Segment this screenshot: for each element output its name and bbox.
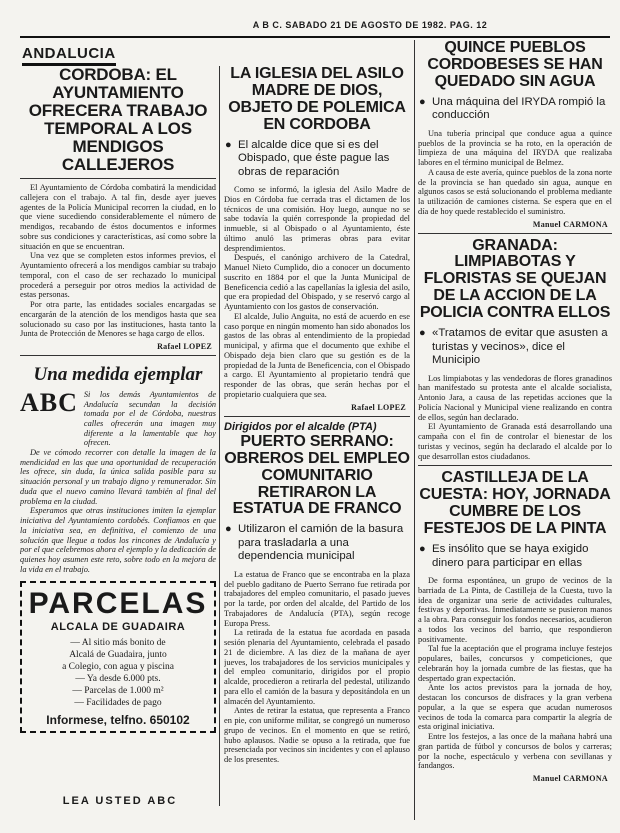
ad-phone: Informese, telfno. 650102 (46, 713, 190, 728)
paragraph: El Ayuntamiento de Córdoba combatirá la mendicidad callejera con el trabajo. A tal fin, desde ayer jueves agentes de la Policía Municipal recorren la ciudad, en lo que viene sucediendo considerablemente el número de mendigos, recabando de éstos documentos e informes sobre sus condiciones y características, así como sobre la situación en que se encuentran. (20, 183, 216, 251)
ad-line: a Colegio, con agua y piscina (62, 661, 174, 672)
headline-asilo: LA IGLESIA DEL ASILO MADRE DE DIOS, OBJETO DE POLEMICA EN CORDOBA (228, 66, 406, 133)
subhead-puerto-serrano: ● Utilizaron el camión de la basura para trasladarla a una dependencia municipal (238, 523, 410, 563)
divider (418, 465, 612, 466)
paragraph: Entre los festejos, a las once de la mañana habrá una gran partida de fútbol y concursos de bolos y carreras; por la noche, espectáculo y verbena con sevillanas y fandangos. (418, 732, 612, 771)
column-left (20, 66, 216, 781)
headline-mendigos: CORDOBA: EL AYUNTAMIENTO OFRECERA TRABAJO TEMPORAL A LOS MENDIGOS CALLEJEROS (28, 66, 208, 175)
paragraph: De forma espontánea, un grupo de vecinos de la barriada de La Pinta, de Castilleja de la Cuesta, tuvo la idea de organizar una serie de actividades culturales, festivas y deportivas. Inmediatamente se pusieron manos a la obra. Para conseguir los fondos necesarios, acudieron a todos los vecinos del barrio, que respondieron positivamente. (418, 576, 612, 644)
divider (20, 355, 216, 356)
article-body-puerto-serrano (224, 570, 410, 765)
paragraph: Como se informó, la iglesia del Asilo Madre de Dios en Córdoba fue cerrada tras el dictamen de los técnicos de una comisión. Hoy luego, aunque no se sabe todavía la quién corresponde la propiedad del inmueble, si al Obispado o al Ayuntamiento, éste último anuló las primeras obras para evitar desprendimientos. (224, 185, 410, 253)
divider (224, 416, 410, 417)
paragraph: Tal fue la aceptación que el programa incluye festejos populares, bailes, concursos y competiciones, que celebrarán hoy la jornada cumbre de las fiestas, que ha despertado gran expectación. (418, 644, 612, 683)
top-rule (20, 36, 610, 38)
subhead-asilo: ● El alcalde dice que si es del Obispado, que éste pague las obras de reparación (238, 139, 410, 179)
paragraph: De ve cómodo recorrer con detalle la imagen de la mendicidad en las que una oportunidad de recuperación les ofrece, sin duda, la única salida posible para su situación personal y un trabajo digno y remunerador. Sin duda que el nuevo camino llevará también al final del problema en la ciudad. (20, 447, 216, 506)
editorial-body (20, 448, 216, 575)
byline: Manuel CARMONA (532, 774, 608, 784)
headline-castilleja: CASTILLEJA DE LA CUESTA: HOY, JORNADA CUMBRE DE LOS FESTEJOS DE LA PINTA (419, 469, 611, 538)
paragraph: A causa de este avería, quince pueblos de la zona norte de la provincia se han quedado sin agua, aunque en algunos casos se está solucionando el problema mediante la utilización de camiones cisterna. Se espera que en el día de hoy quede restablecido el suministro. (418, 167, 612, 216)
article-body-castilleja (418, 576, 612, 771)
byline: Rafael LOPEZ (157, 342, 212, 352)
paragraph: Después, el canónigo archivero de la Catedral, Manuel Nieto Cumplido, dio a conocer un documento suscrito en 1884 por el que la Junta Municipal de Beneficencia cedió a las capellanías la iglesia del asilo, que era propiedad del Obispado, y se reservó cargo al Ayuntamiento con los gastos de conservación. (224, 253, 410, 312)
editorial-lead (20, 390, 216, 448)
article-body-asilo (224, 185, 410, 400)
advertisement-parcelas (20, 581, 216, 734)
paragraph: El Ayuntamiento de Granada está desarrollando una campaña con el fin de controlar el bienestar de los turistas y vecinos, según ha declarado el alcalde por lo que desarrollan estos ciudadanos. (418, 422, 612, 461)
subhead-quince-pueblos: ● Una máquina del IRYDA rompió la conducción (432, 96, 612, 123)
ad-subtitle: ALCALA DE GUADAIRA (50, 620, 186, 633)
kicker: Dirigidos por el alcalde (PTA) (224, 420, 377, 433)
subhead-granada: ● «Tratamos de evitar que asusten a turistas y vecinos», dice el Municipio (432, 327, 612, 367)
paragraph: Ante los actos previstos para la jornada de hoy, destacan los concursos de disfraces y la gran verbena popular, a la que se espera que acudan numerosos vecinos de toda la comarca para compartir la alegría de esta original iniciativa. (418, 683, 612, 732)
divider (418, 233, 612, 234)
footer-slogan: LEA USTED ABC (62, 795, 178, 807)
headline-puerto-serrano: PUERTO SERRANO: OBREROS DEL EMPLEO COMUNITARIO RETIRARON LA ESTATUA DE FRANCO (224, 432, 410, 518)
subhead-castilleja: ● Es insólito que se haya exigido dinero para participar en ellas (432, 543, 612, 570)
paragraph: Esperamos que otras instituciones imiten la ejemplar iniciativa del Ayuntamiento cordobés. Confiamos en que la iniciativa sea, en definitiva, el comienzo de una solución que llegue a todos los rincones de Andalucía y por el que celebremos ahora el ejemplo y la dedicación de quienes hoy asumen este reto, sobre todo en la mejora de la vida en el trabajo. (20, 506, 216, 574)
ad-line: — Al sitio más bonito de (70, 637, 166, 648)
headline-quince-pueblos: QUINCE PUEBLOS CORDOBESES SE HAN QUEDADO SIN AGUA (427, 40, 603, 90)
paragraph: El alcalde, Julio Anguita, no está de acuerdo en ese caso porque en ningún momento han sido abonados los gastos de las obras al entendimiento de la propiedad municipal, y afirma que el documento que exhibe el Obispado deja bien claro que su gestión es de la propiedad de la Junta de Beneficencia, con el Obispado a cargo. El Ayuntamiento al propietario tendrá que responder de las obras, que serán hechas por el propietario cualquiera que sea. (224, 311, 410, 399)
paragraph: Una tubería principal que conduce agua a quince pueblos de la provincia se ha roto, en la operación de limpieza de una máquina del IRYDA que realizaba labores en el término municipal de Belmez. (418, 128, 612, 168)
ad-line: — Ya desde 6.000 pts. (75, 673, 161, 684)
column-divider (219, 66, 220, 806)
ad-line: — Parcelas de 1.000 m² (72, 686, 164, 697)
section-title: ANDALUCIA (22, 45, 116, 66)
paragraph: Una vez que se completen estos informes previos, el Ayuntamiento ofrecerá a los mendigos cambiar su trabajo temporal, con el caso de ser rechazado lo municipal procederá a perseguir por otros medios la actividad de estas personas. (20, 251, 216, 300)
ad-title: PARCELAS (28, 586, 208, 620)
divider (20, 178, 216, 179)
paragraph: La estatua de Franco que se encontraba en la plaza del pueblo gaditano de Puerto Serrano fue retirada por trabajadores del empleo comunitario, el pasado jueves por la tarde, por orden del alcalde, del Partido de los Trabajadores de Andalucía (PTA), según recoge Europa Press. (224, 569, 410, 628)
paragraph: Los limpiabotas y las vendedoras de flores granadinos han manifestado su protesta ante el alcalde socialista, Antonio Jara, a causa de las repetidas acciones que la Policía Nacional y Municipal viene realizando en contra de ellos, según han declarado. (418, 373, 612, 422)
column-middle (224, 66, 410, 816)
ad-line: Alcalá de Guadaira, junto (69, 649, 167, 660)
ad-line: — Facilidades de pago (74, 698, 162, 709)
column-right (418, 40, 612, 820)
paragraph: Antes de retirar la estatua, que representa a Franco en pie, con uniforme militar, se congregó un numeroso grupo de vecinos. En el momento en que se retiró, hubo aplausos. Nadie se opuso a la retirada, que fue presenciada por vecinos sin incidentes y con el aplauso de los presentes. (224, 706, 410, 765)
paragraph: La retirada de la estatua fue acordada en pasada sesión plenaria del Ayuntamiento, celebrada el pasado 21 de diciembre. A las diez de la mañana de ayer jueves, los trabajadores de los servicios municipales y del empleo comunitario, dirigidos por el propio alcalde, procedieron a retirarla del pedestal, utilizando para ello el camión de la basura y depositándola en un almacén del Ayuntamiento. (224, 628, 410, 706)
headline-granada: GRANADA: LIMPIABOTAS Y FLORISTAS SE QUEJAN DE LA ACCION DE LA POLICIA CONTRA ELLOS (419, 236, 611, 322)
abc-logo: ABC (20, 388, 78, 418)
article-body-mendigos (20, 183, 216, 339)
page-header: A B C. SABADO 21 DE AGOSTO DE 1982. PAG. 12 (252, 20, 488, 30)
article-body-quince-pueblos (418, 129, 612, 217)
paragraph: Por otra parte, las entidades sociales encargadas se encargarán de la atención de los mendigos hasta que sea solucionado su caso por las instituciones, hasta tanto la Junta de Protección de Menores se haga cargo de ellos. (20, 300, 216, 339)
editorial-title: Una medida ejemplar (33, 364, 203, 386)
article-body-granada (418, 374, 612, 462)
byline: Manuel CARMONA (532, 219, 608, 229)
byline: Rafael LOPEZ (351, 402, 406, 412)
editorial-lead-text: Si los demás Ayuntamientos de Andalucía secundan la decisión tomada por el de Córdoba, nuestras calles ofrecerán una imagen muy diferente a la lamentable que hoy ofrecen. (83, 390, 216, 448)
column-divider (414, 40, 415, 820)
